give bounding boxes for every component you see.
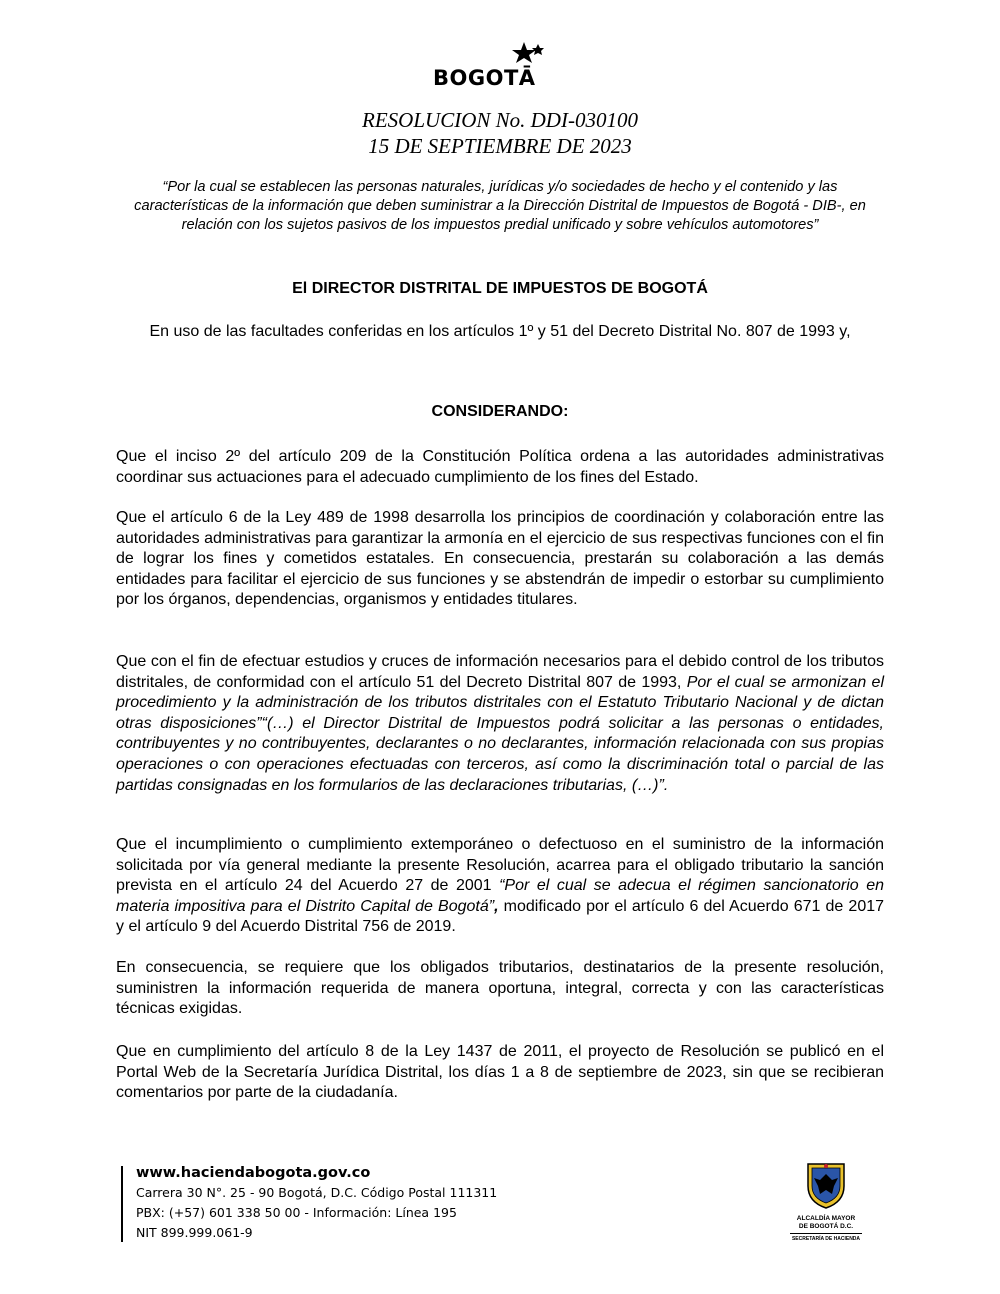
resolution-subtitle: “Por la cual se establecen las personas naturales, jurídicas y/o sociedades de hecho y el contenido y las características de la información que deben suministrar a la Dirección Distrital de Impuestos de Bogotá - DIB-, en relación con los sujetos pasivos de los impuestos predial unificado y sobre vehículos automotores” bbox=[134, 179, 866, 233]
seal-line-2: DE BOGOTÁ D.C. bbox=[798, 1223, 854, 1230]
paragraph-4-text: Que el incumplimiento o cumplimiento extemporáneo o defectuoso en el suministro de la información solicitada por vía general mediante la presente Resolución, acarrea para el obligado tributario la sanción prevista en el artículo 24 del Acuerdo 27 de 2001 bbox=[116, 836, 884, 895]
seal-line-1: ALCALDÍA MAYOR bbox=[796, 1215, 856, 1222]
alcaldia-seal bbox=[790, 1160, 862, 1250]
paragraph-3-text: Que con el fin de efectuar estudios y cruces de información necesarios para el debido control de los tributos distritales, de conformidad con el artículo 51 del Decreto Distrital 807 de 1993, bbox=[116, 653, 884, 691]
director-heading: El DIRECTOR DISTRITAL DE IMPUESTOS DE BOGOTÁ bbox=[292, 280, 708, 297]
faculties-statement: En uso de las facultades conferidas en los artículos 1º y 51 del Decreto Distrital No. 807 de 1993 y, bbox=[149, 323, 851, 340]
footer-nit: NIT 899.999.061-9 bbox=[136, 1225, 253, 1240]
paragraph-4 bbox=[116, 835, 884, 938]
resolution-date: 15 DE SEPTIEMBRE DE 2023 bbox=[368, 134, 632, 158]
footer-address: Carrera 30 N°. 25 - 90 Bogotá, D.C. Código Postal 111311 bbox=[136, 1185, 498, 1200]
paragraph-3-quote: Por el cual se armonizan el procedimiento y la administración de los tributos distritales con el Estatuto Tributario Nacional y de dictan otras disposiciones”“(…) el Director Distrital de Impuestos podrá solicitar a las personas o entidades, contribuyentes y no contribuyentes, declarantes o no declarantes, información relacionada con sus propias operaciones o con operaciones efectuadas con terceros, así como la discriminación total o parcial de las partidas consignadas en los formularios de las declaraciones tributarias, (…)”. bbox=[116, 673, 885, 794]
coat-of-arms-icon bbox=[804, 1160, 848, 1210]
paragraph-4-comma: , bbox=[494, 897, 499, 915]
logo-text: BOGOTĀ bbox=[433, 66, 536, 90]
paragraph-4-tail: modificado por el artículo 6 del Acuerdo 671 de 2017 y el artículo 9 del Acuerdo Distrital 756 de 2019. bbox=[116, 897, 885, 936]
bogota-logo bbox=[428, 38, 552, 102]
resolution-number: RESOLUCION No. DDI-030100 bbox=[362, 108, 638, 132]
considerando-heading: CONSIDERANDO: bbox=[431, 403, 569, 420]
paragraph-4-quote: “Por el cual se adecua el régimen sancionatorio en materia impositiva para el Distrito Capital de Bogotá” bbox=[116, 877, 884, 915]
footer-website-link[interactable]: www.haciendabogota.gov.co bbox=[136, 1165, 371, 1181]
seal-line-3: SECRETARÍA DE HACIENDA bbox=[790, 1233, 862, 1243]
paragraph-5: En consecuencia, se requiere que los obligados tributarios, destinatarios de la presente resolución, suministren la información requerida de manera oportuna, integral, correcta y con las características técnicas exigidas. bbox=[116, 959, 884, 1018]
paragraph-1: Que el inciso 2º del artículo 209 de la Constitución Política ordena a las autoridades administrativas coordinar sus actuaciones para el adecuado cumplimiento de los fines del Estado. bbox=[116, 448, 884, 486]
footer-divider bbox=[121, 1166, 123, 1242]
paragraph-6: Que en cumplimiento del artículo 8 de la Ley 1437 de 2011, el proyecto de Resolución se publicó en el Portal Web de la Secretaría Jurídica Distrital, los días 1 a 8 de septiembre de 2023, sin que se recibieran comentarios por parte de la ciudadanía. bbox=[116, 1043, 884, 1102]
paragraph-2: Que el artículo 6 de la Ley 489 de 1998 desarrolla los principios de coordinación y colaboración entre las autoridades administrativas para garantizar la armonía en el ejercicio de sus respectivas funciones con el fin de lograr los fines y cometidos estatales. En consecuencia, prestarán su colaboración a las demás entidades para facilitar el ejercicio de sus funciones y se abstendrán de impedir o estorbar su cumplimiento por los órganos, dependencias, organismos y entidades titulares. bbox=[116, 509, 884, 609]
footer-contact bbox=[136, 1163, 497, 1243]
footer-phone: PBX: (+57) 601 338 50 00 - Información: Línea 195 bbox=[136, 1205, 457, 1220]
paragraph-3 bbox=[116, 652, 884, 796]
